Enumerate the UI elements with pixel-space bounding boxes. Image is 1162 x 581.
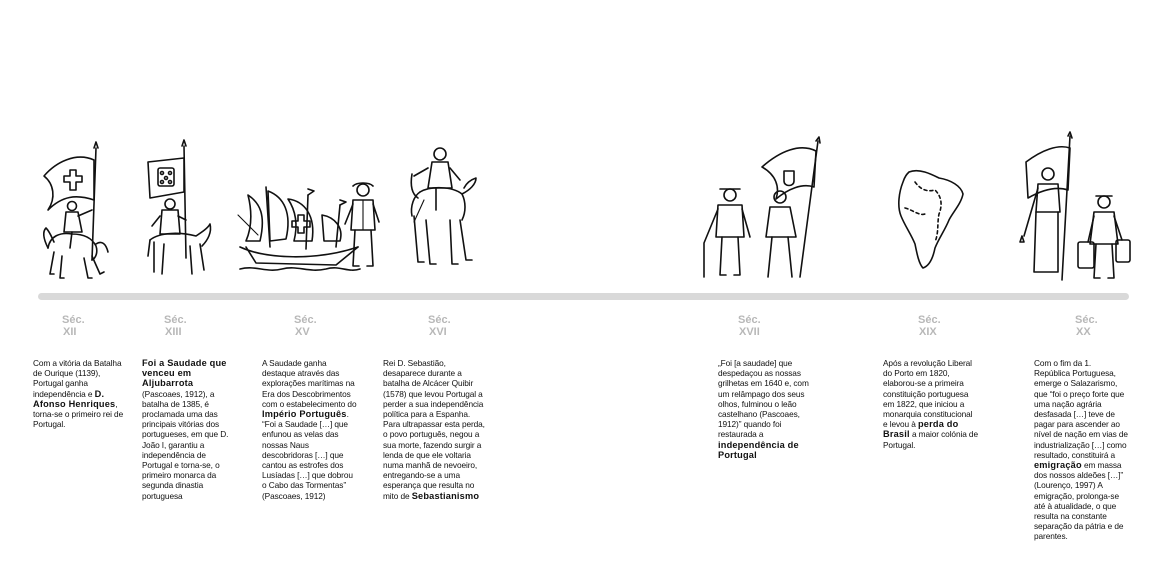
- description-paragraph: [33, 358, 129, 429]
- body-text: Com o fim da 1. República Portuguesa, emerge o Salazarismo, que “foi o preço forte que uma nação agrária desfasada […] teve de pagar para ascender ao nível de nação em vias de industrialização […] como resultado, constituirá a: [1034, 358, 1128, 460]
- description-xix: [883, 358, 979, 450]
- century-prefix: Séc.: [738, 314, 761, 326]
- body-text: Após a revolução Liberal do Porto em 1820, elaborou-se a primeira constituição portuguesa em 1822, que iniciou a monarquia constitucional e levou à: [883, 358, 973, 430]
- body-text: (Pascoaes, 1912), a batalha de 1385, é proclamada uma das principais vitórias dos portugueses, em que D. João I, garantiu a independência de Portugal e torna-se, o primeiro monarca da segunda dinastia portuguesa: [142, 388, 229, 501]
- body-text: a maior colónia de Portugal.: [883, 429, 978, 450]
- century-prefix: Séc.: [918, 314, 941, 326]
- description-paragraph: [718, 358, 816, 460]
- body-text: . “Foi a Saudade […] que enfunou as velas das nossas Naus descobridoras […] que cantou as estrofes dos Lusíadas […] que dobrou o Cabo das Tormentas” (Pascoaes, 1912): [262, 409, 353, 501]
- navigator-figure-illustration: [343, 180, 383, 280]
- body-text: „Foi [a saudade] que despedaçou as nossas grilhetas em 1640 e, com um relâmpago dos seus olhos, fulminou o leão castelhano (Pascoaes, 1912)” quando foi restaurada a: [718, 358, 809, 440]
- century-prefix: Séc.: [62, 314, 85, 326]
- highlight-text: independência de Portugal: [718, 439, 799, 460]
- body-text: Rei D. Sebastião, desaparece durante a batalha de Alcácer Quibir (1578) que levou Portugal a perder a sua independência política para a Espanha. Para ultrapassar esta perda, o povo português, negou a sua morte, fazendo surgir a lenda de que ele voltaria numa manhã de nevoeiro, entregando-se a uma esperança que resulta no mito de: [383, 358, 485, 501]
- description-xvii: [718, 358, 816, 460]
- century-prefix: Séc.: [294, 314, 317, 326]
- body-text: A Saudade ganha destaque através das explorações marítimas na Era dos Descobrimentos com o estabelecimento do: [262, 358, 357, 409]
- century-label-xix: [918, 314, 941, 338]
- body-text: Com a vitória da Batalha de Ourique (1139), Portugal ganha independência e: [33, 358, 122, 399]
- knight-with-shield-banner-illustration: [140, 140, 220, 290]
- century-prefix: Séc.: [428, 314, 451, 326]
- century-numeral: XIX: [919, 326, 937, 338]
- century-label-xvii: [738, 314, 761, 338]
- description-xx: [1034, 358, 1129, 542]
- restoration-figures-banner-illustration: [700, 137, 830, 284]
- description-paragraph: [262, 358, 358, 501]
- body-text: em massa dos nossos aldeões […]” (Lourenço, 1997) A emigração, prolonga-se até à atualidade, o que resulta na constante separação da pátria e de parentes.: [1034, 460, 1124, 542]
- body-text: , torna-se o primeiro rei de Portugal.: [33, 398, 124, 430]
- century-label-xiii: [164, 314, 187, 338]
- description-paragraph: [142, 358, 234, 501]
- century-prefix: Séc.: [164, 314, 187, 326]
- description-paragraph: [883, 358, 979, 450]
- century-numeral: XVII: [739, 326, 760, 338]
- century-numeral: XIII: [165, 326, 182, 338]
- knight-with-cross-banner-illustration: [36, 140, 116, 290]
- century-numeral: XII: [63, 326, 77, 338]
- timeline-bar: [38, 293, 1129, 300]
- description-paragraph: [1034, 358, 1129, 542]
- highlight-text: Império Português: [262, 409, 347, 420]
- century-label-xii: [62, 314, 85, 338]
- century-numeral: XV: [295, 326, 310, 338]
- century-numeral: XVI: [429, 326, 447, 338]
- description-xiii: [142, 358, 234, 501]
- emigration-figures-illustration: [1018, 132, 1133, 287]
- highlight-text: D. Afonso Henriques: [33, 388, 116, 409]
- highlight-text: Sebastianismo: [411, 490, 480, 501]
- century-label-xx: [1075, 314, 1098, 338]
- description-xv: [262, 358, 358, 501]
- description-xvi: [383, 358, 487, 501]
- king-sebastiao-horse-illustration: [400, 140, 480, 285]
- highlight-text: perda do Brasil: [883, 419, 959, 440]
- description-paragraph: [383, 358, 487, 501]
- century-label-xv: [294, 314, 317, 338]
- description-xii: [33, 358, 129, 429]
- century-numeral: XX: [1076, 326, 1091, 338]
- century-label-xvi: [428, 314, 451, 338]
- century-prefix: Séc.: [1075, 314, 1098, 326]
- highlight-text: Foi a Saudade que venceu em Aljubarrota: [142, 358, 227, 389]
- highlight-text: emigração: [1034, 460, 1082, 471]
- brazil-map-illustration: [895, 168, 970, 278]
